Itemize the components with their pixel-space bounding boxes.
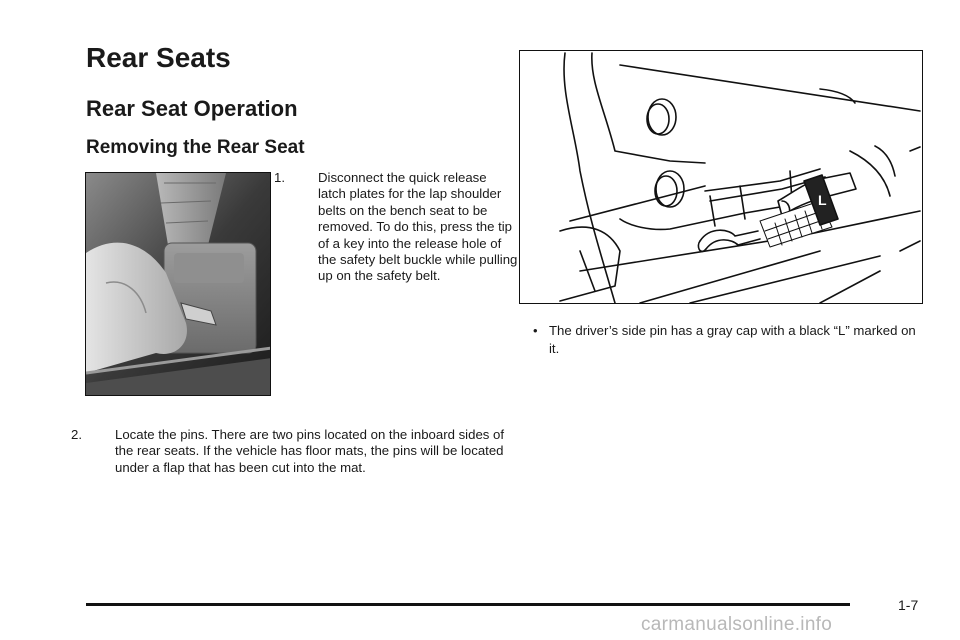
seat-pin-diagram — [519, 50, 923, 304]
step-1-text: Disconnect the quick release latch plates for the lap shoulder belts on the bench seat to be removed. To do this, press the tip of a key into the release hole of the safety belt buckle while pulling up on the safety belt. — [318, 170, 518, 284]
step-1-number: 1. — [274, 170, 285, 185]
pin-cap-bullet — [533, 322, 919, 357]
bullet-marker: • — [533, 323, 538, 338]
page-title: Rear Seats — [86, 42, 231, 73]
section-heading: Rear Seat Operation — [86, 96, 298, 121]
watermark: carmanualsonline.info — [641, 614, 833, 635]
buckle-release-photo — [85, 172, 271, 396]
step-2-number: 2. — [71, 427, 82, 442]
pin-cap-label: L — [818, 192, 827, 208]
step-1 — [274, 170, 518, 285]
subsection-heading: Removing the Rear Seat — [86, 137, 305, 158]
bullet-text: The driver’s side pin has a gray cap with a black “L” marked on it. — [549, 323, 916, 356]
footer-rule — [86, 603, 850, 606]
step-2 — [71, 427, 525, 476]
step-2-text: Locate the pins. There are two pins located on the inboard sides of the rear seats. If the vehicle has floor mats, the pins will be located under a flap that has been cut into the mat. — [115, 427, 505, 475]
page-number: 1-7 — [898, 597, 919, 613]
